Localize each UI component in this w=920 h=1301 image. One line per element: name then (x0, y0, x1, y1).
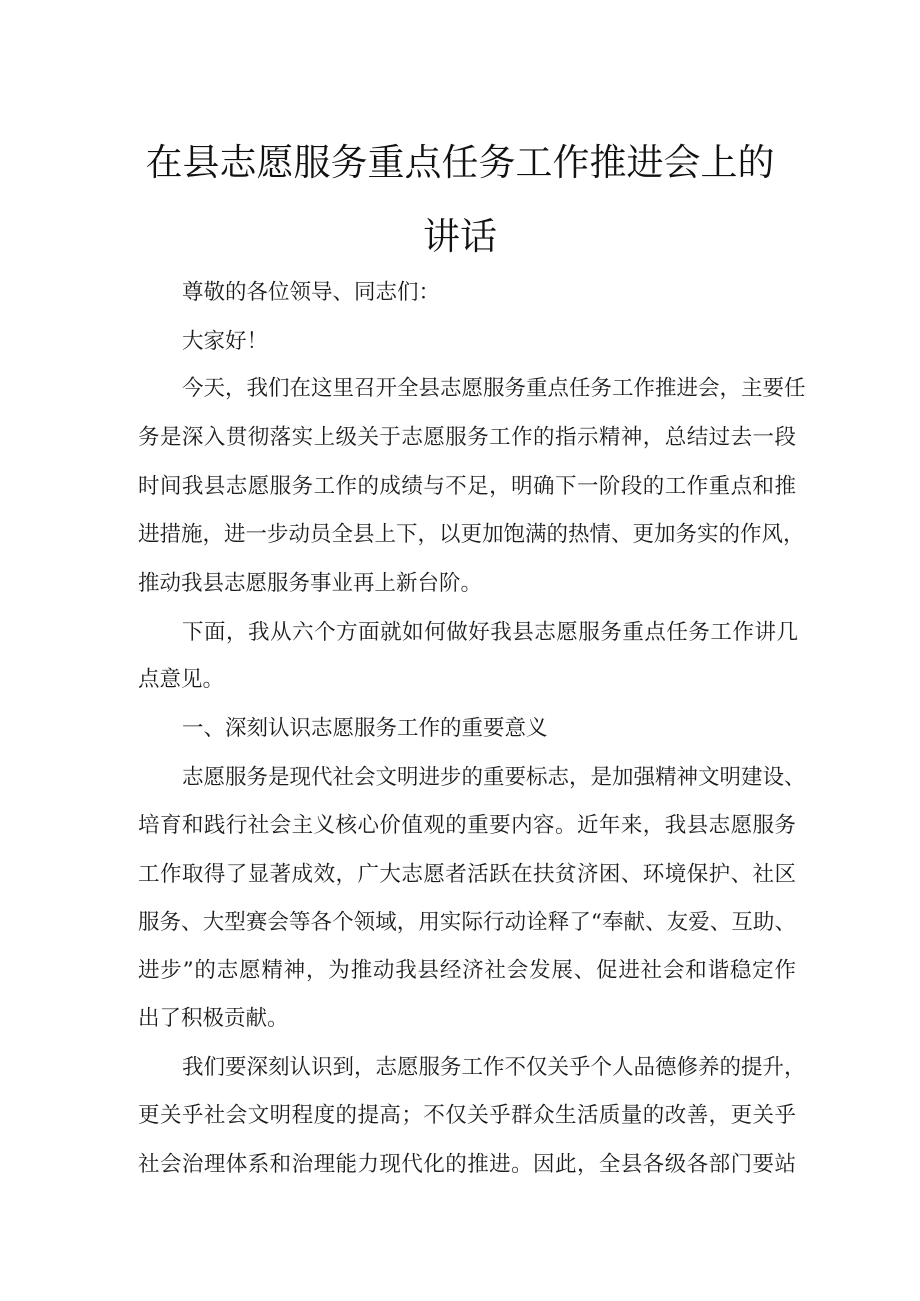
paragraph-line: 进步”的志愿精神，为推动我县经济社会发展、促进社会和谐稳定作 (138, 958, 796, 983)
paragraph-line: 培育和践行社会主义核心价值观的重要内容。近年来，我县志愿服务 (138, 813, 796, 838)
document-title-line-1: 在县志愿服务重点任务工作推进会上的 (145, 141, 775, 184)
paragraph-line: 下面，我从六个方面就如何做好我县志愿服务重点任务工作讲几 (182, 620, 798, 645)
paragraph-line: 时间我县志愿服务工作的成绩与不足，明确下一阶段的工作重点和推 (138, 474, 796, 499)
paragraph-line: 推动我县志愿服务事业再上新台阶。 (138, 571, 483, 596)
paragraph-line: 我们要深刻认识到，志愿服务工作不仅关乎个人品德修养的提升， (182, 1055, 806, 1080)
paragraph-line: 志愿服务是现代社会文明进步的重要标志，是加强精神文明建设、 (182, 765, 806, 790)
paragraph-line: 更关乎社会文明程度的提高；不仅关乎群众生活质量的改善，更关乎 (138, 1103, 796, 1128)
paragraph-line: 出了积极贡献。 (138, 1006, 289, 1031)
paragraph-line: 社会治理体系和治理能力现代化的推进。因此，全县各级各部门要站 (138, 1152, 796, 1177)
paragraph-line: 务是深入贯彻落实上级关于志愿服务工作的指示精神，总结过去一段 (138, 425, 796, 450)
paragraph-line: 点意见。 (138, 667, 225, 692)
greeting: 大家好！ (182, 329, 269, 354)
paragraph-line: 今天，我们在这里召开全县志愿服务重点任务工作推进会，主要任 (182, 376, 806, 401)
paragraph-line: 服务、大型赛会等各个领域，用实际行动诠释了“奉献、友爱、互助、 (138, 910, 796, 935)
salutation: 尊敬的各位领导、同志们： (182, 280, 441, 305)
paragraph-line: 工作取得了显著成效，广大志愿者活跃在扶贫济困、环境保护、社区 (138, 862, 796, 887)
section-heading: 一、深刻认识志愿服务工作的重要意义 (182, 716, 548, 741)
paragraph-line: 进措施，进一步动员全县上下，以更加饱满的热情、更加务实的作风， (138, 522, 805, 547)
document-title-line-2: 讲话 (423, 215, 497, 258)
